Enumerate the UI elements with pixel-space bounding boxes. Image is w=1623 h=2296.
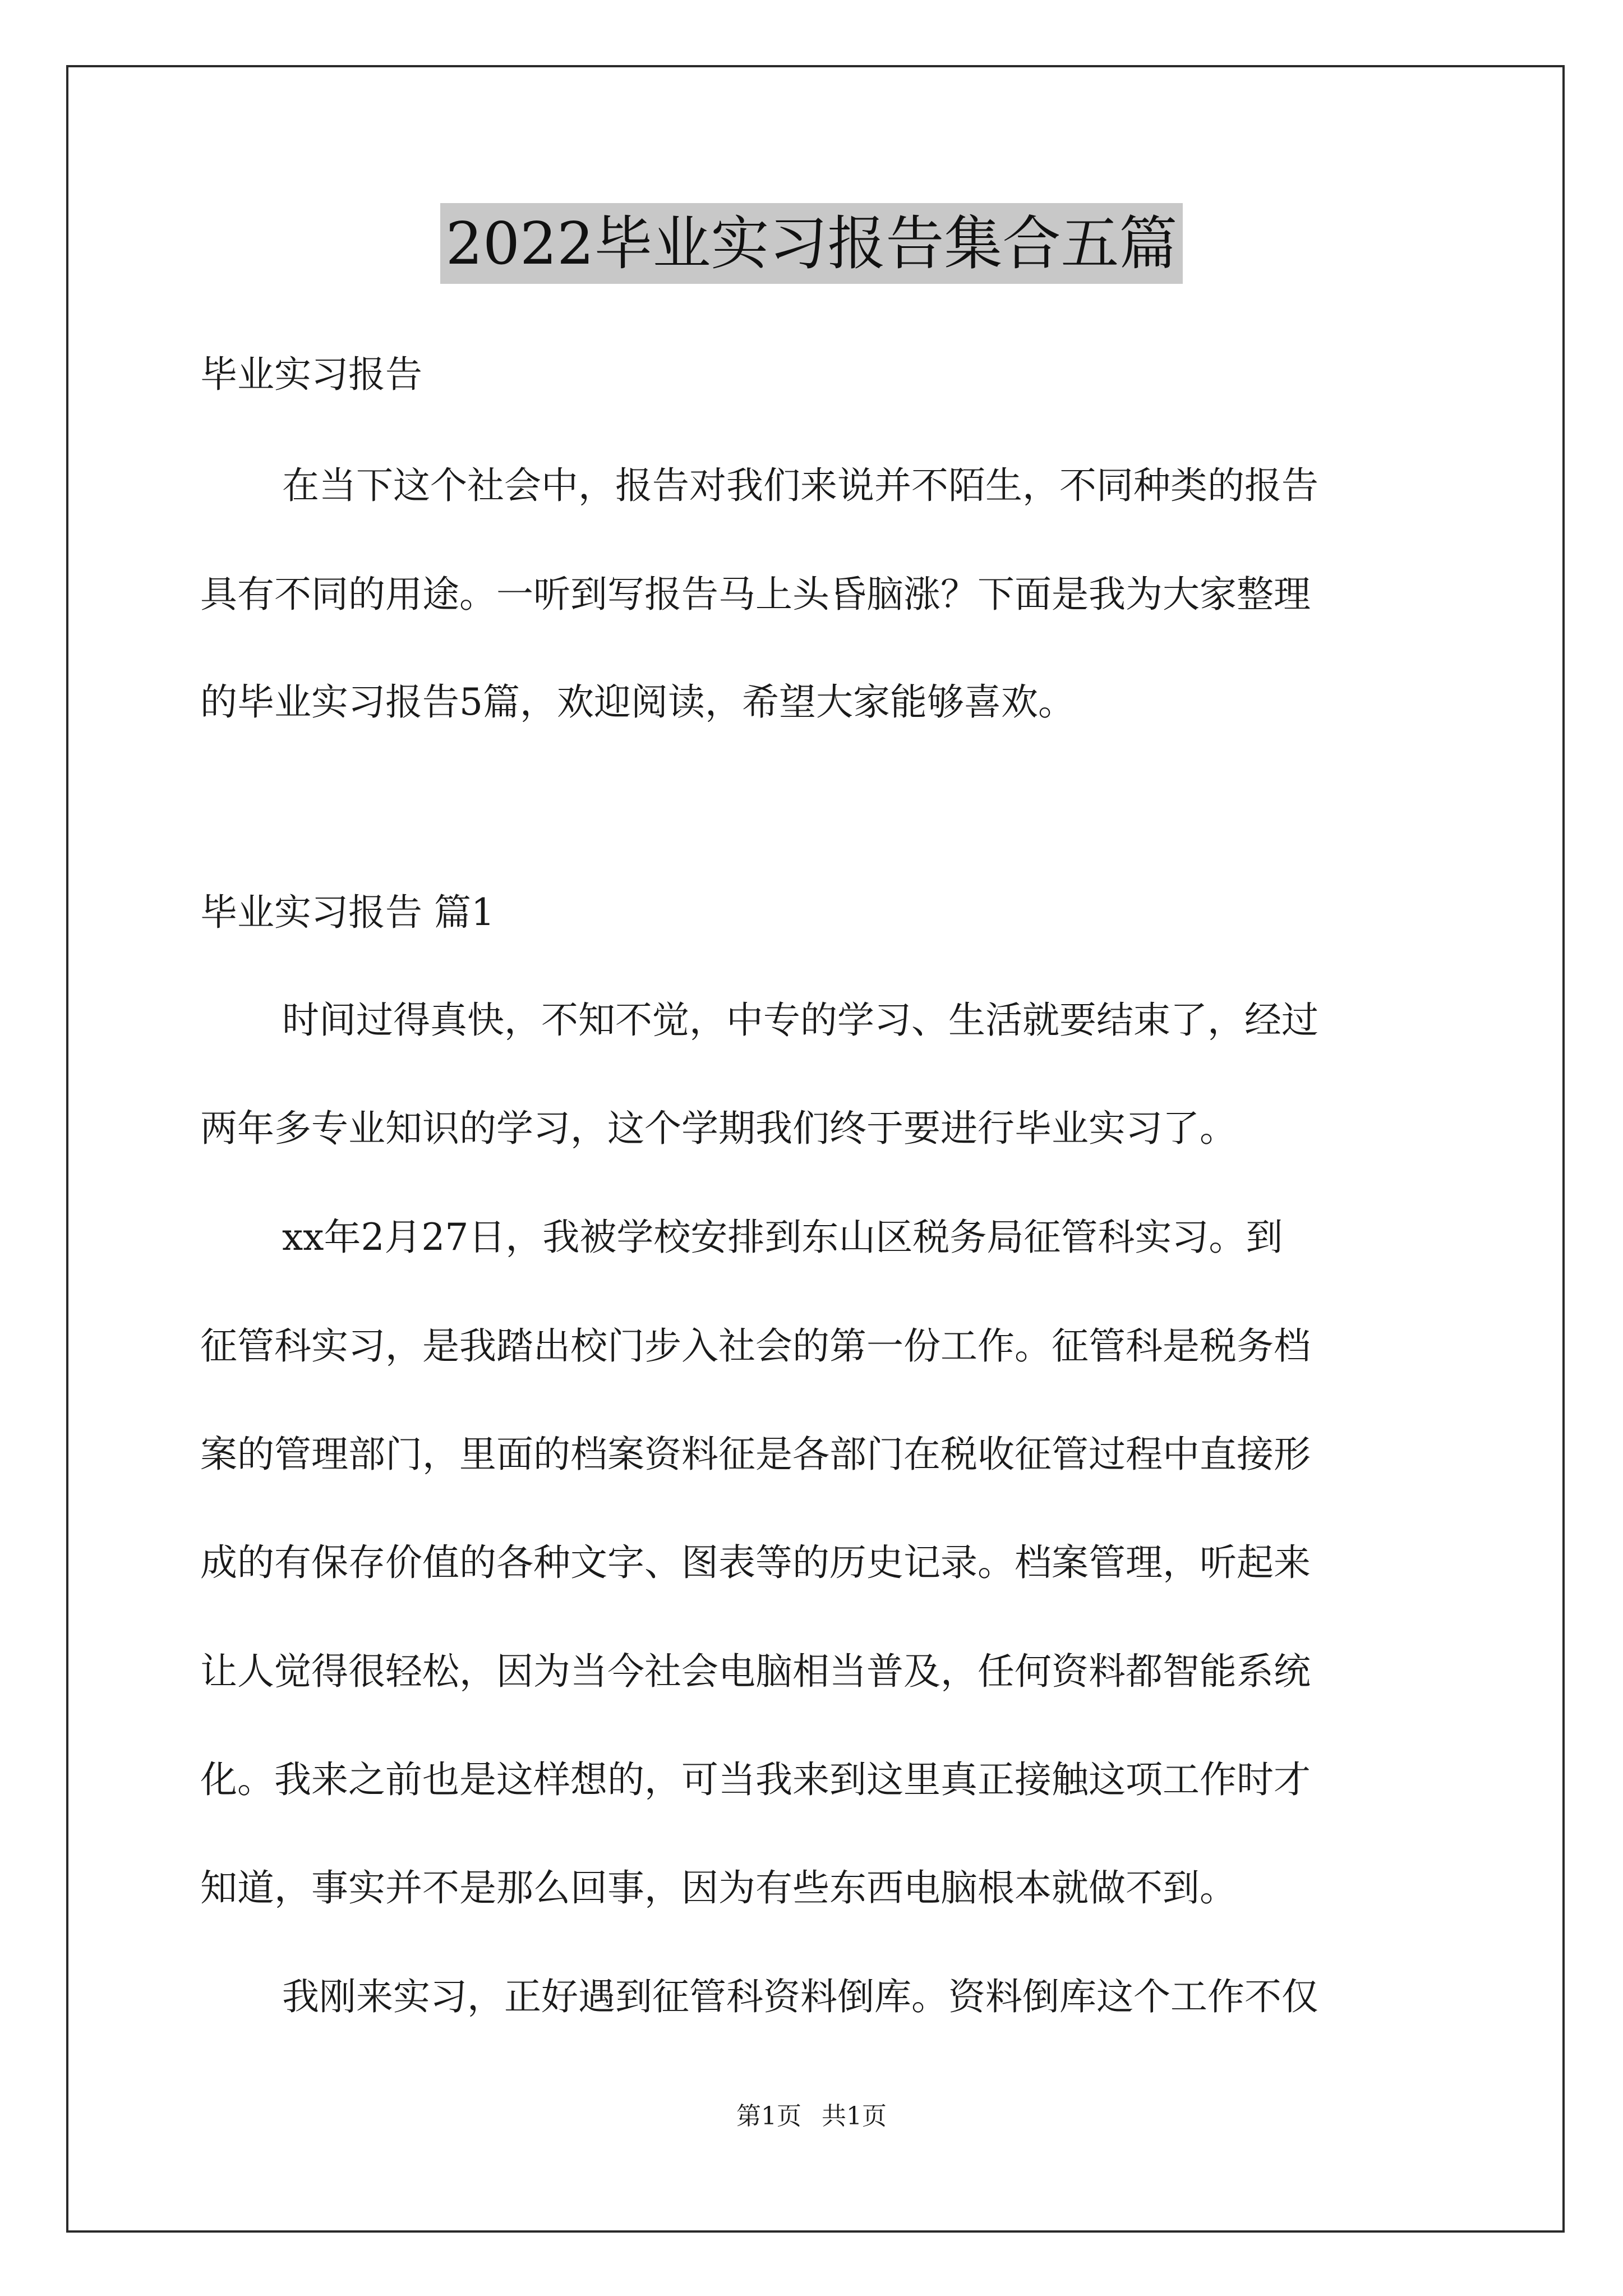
- paragraph-line: 我刚来实习，正好遇到征管科资料倒库。资料倒库这个工作不仅: [282, 1975, 1318, 2018]
- page-total: 共1页: [822, 2102, 887, 2131]
- title-container: [0, 203, 1623, 284]
- paragraph-line: 知道，事实并不是那么回事，因为有些东西电脑根本就做不到。: [200, 1866, 1237, 1910]
- paragraph-line: 时间过得真快，不知不觉，中专的学习、生活就要结束了，经过: [282, 999, 1318, 1042]
- paragraph-line: 两年多专业知识的学习，这个学期我们终于要进行毕业实习了。: [200, 1107, 1237, 1150]
- document-title: 2022毕业实习报告集合五篇: [440, 203, 1183, 284]
- paragraph-line: 在当下这个社会中，报告对我们来说并不陌生，不同种类的报告: [282, 464, 1318, 507]
- page-number: 第1页: [736, 2102, 801, 2131]
- paragraph-line: 案的管理部门，里面的档案资料征是各部门在税收征管过程中直接形: [200, 1433, 1311, 1476]
- paragraph-line: xx年2月27日，我被学校安排到东山区税务局征管科实习。到: [282, 1216, 1283, 1259]
- section-heading: 毕业实习报告: [200, 353, 422, 396]
- paragraph-line: 具有不同的用途。一听到写报告马上头昏脑涨？下面是我为大家整理: [200, 573, 1311, 616]
- section-heading: 毕业实习报告 篇1: [200, 891, 495, 934]
- paragraph-line: 让人觉得很轻松，因为当今社会电脑相当普及，任何资料都智能系统: [200, 1650, 1311, 1693]
- paragraph-line: 成的有保存价值的各种文字、图表等的历史记录。档案管理，听起来: [200, 1541, 1311, 1584]
- paragraph-line: 征管科实习，是我踏出校门步入社会的第一份工作。征管科是税务档: [200, 1324, 1311, 1368]
- page-footer: [0, 2101, 1623, 2132]
- paragraph-line: 化。我来之前也是这样想的，可当我来到这里真正接触这项工作时才: [200, 1758, 1311, 1801]
- paragraph-line: 的毕业实习报告5篇，欢迎阅读，希望大家能够喜欢。: [200, 680, 1075, 724]
